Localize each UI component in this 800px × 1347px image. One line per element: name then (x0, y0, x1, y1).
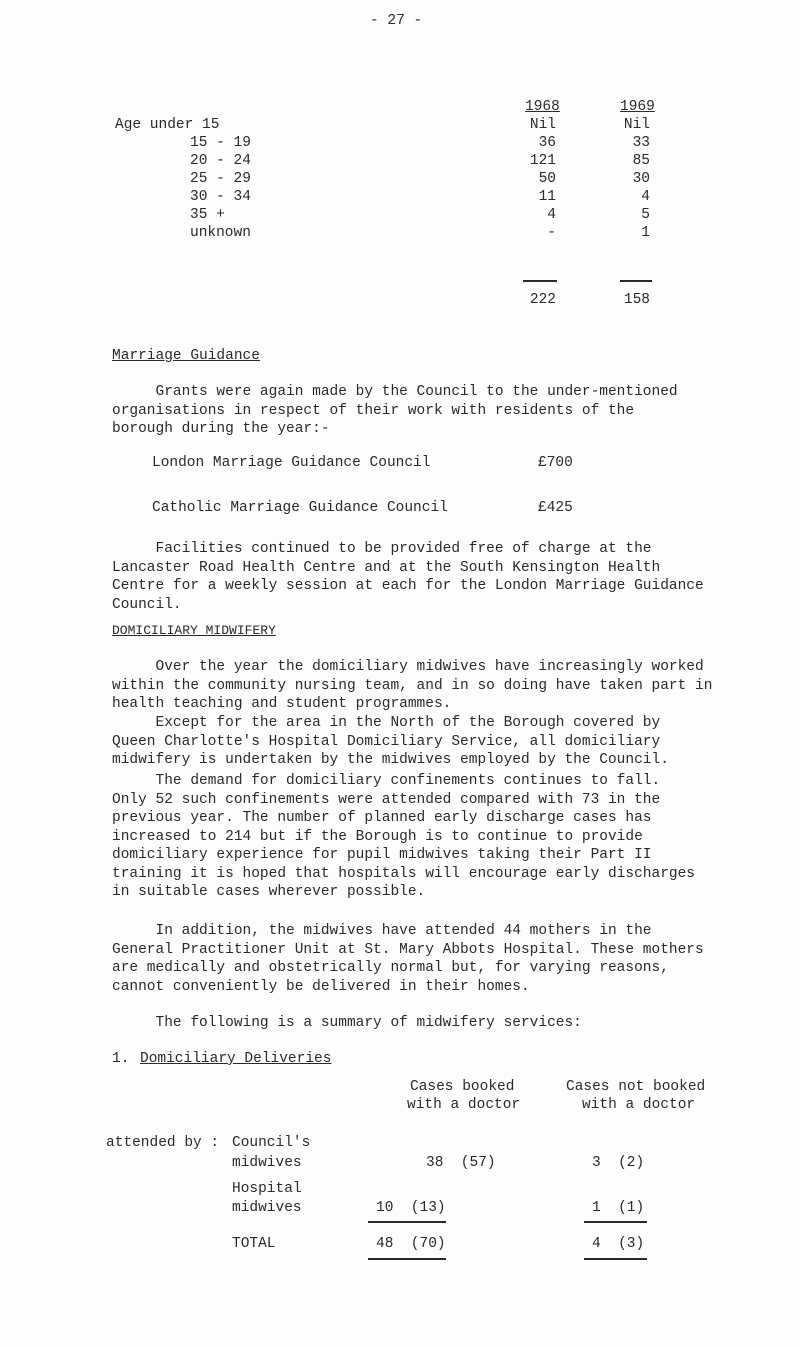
not-booked-total: 4 (3) (592, 1236, 645, 1252)
row-label: midwives (232, 1200, 302, 1216)
value-1969: 5 (641, 207, 650, 223)
grant-org: Catholic Marriage Guidance Council (152, 500, 448, 516)
grant-org: London Marriage Guidance Council (152, 455, 431, 471)
total-rule (523, 280, 557, 282)
total-rule (584, 1258, 647, 1260)
row-label: Hospital (232, 1181, 302, 1197)
midwifery-paragraph: The following is a summary of midwifery services: (112, 1015, 582, 1031)
total-1968: 222 (529, 292, 556, 308)
age-label: 25 - 29 (190, 171, 251, 187)
deliveries-heading: Domiciliary Deliveries (140, 1051, 332, 1067)
midwifery-heading: DOMICILIARY MIDWIFERY (112, 623, 276, 638)
age-label: 20 - 24 (190, 153, 251, 169)
value-1969: 1 (641, 225, 650, 241)
value-1969: 85 (632, 153, 650, 169)
col-not-booked-header: Cases not booked (566, 1079, 706, 1095)
value-1969: Nil (623, 117, 650, 133)
page-number: - 27 - (370, 13, 423, 29)
midwifery-paragraph: In addition, the midwives have attended 44 mothers in the General Practitioner Unit at St. Mary Abbots Hospital. These mothers are medically and obstetrically normal but, for varying reasons, cannot conveniently be delivered in their homes. (112, 923, 704, 995)
age-label: Age under 15 (115, 117, 220, 133)
subtotal-rule (368, 1221, 446, 1223)
not-booked-value: 1 (1) (592, 1200, 645, 1216)
booked-value: 10 (13) (376, 1200, 446, 1216)
row-label: midwives (232, 1155, 302, 1171)
value-1968: - (547, 225, 556, 241)
value-1969: 33 (632, 135, 650, 151)
midwifery-paragraph: Over the year the domiciliary midwives have increasingly worked within the community nursing team, and in so doing have taken part in health teaching and student programmes. (112, 659, 713, 712)
total-1969: 158 (623, 292, 650, 308)
value-1969: 4 (641, 189, 650, 205)
age-label: unknown (190, 225, 251, 241)
booked-total: 48 (70) (376, 1236, 446, 1252)
year-1969-header: 1969 (620, 99, 655, 115)
value-1968: Nil (529, 117, 556, 133)
marriage-paragraph: Facilities continued to be provided free of charge at the Lancaster Road Health Centre and at the South Kensington Health Centre for a weekly session at each for the London Marriage Guidance Council. (112, 541, 704, 613)
grant-amount: £425 (538, 500, 573, 516)
total-rule (368, 1258, 446, 1260)
age-label: 15 - 19 (190, 135, 251, 151)
total-label: TOTAL (232, 1236, 276, 1252)
value-1968: 121 (529, 153, 556, 169)
not-booked-value: 3 (2) (592, 1155, 645, 1171)
value-1969: 30 (632, 171, 650, 187)
value-1968: 4 (547, 207, 556, 223)
subtotal-rule (584, 1221, 647, 1223)
row-label: Council's (232, 1135, 311, 1151)
marriage-paragraph: Grants were again made by the Council to the under-mentioned organisations in respect of their work with residents of the borough during the year:- (112, 384, 678, 437)
section-number: 1. (112, 1051, 130, 1067)
value-1968: 50 (538, 171, 556, 187)
col-booked-header: with a doctor (407, 1097, 521, 1113)
value-1968: 11 (538, 189, 556, 205)
age-label: 30 - 34 (190, 189, 251, 205)
grant-amount: £700 (538, 455, 573, 471)
midwifery-paragraph: The demand for domiciliary confinements continues to fall. Only 52 such confinements were attended compared with 73 in the previous year. The number of planned early discharge cases has increased to 214 but if the Borough is to continue to provide domiciliary experience for pupil midwives taking their Part II training it is hoped that hospitals will encourage early discharges in suitable cases wherever possible. (112, 773, 695, 900)
age-label: 35 + (190, 207, 225, 223)
attended-by-label: attended by : (106, 1135, 220, 1151)
value-1968: 36 (538, 135, 556, 151)
midwifery-paragraph: Except for the area in the North of the Borough covered by Queen Charlotte's Hospital Domiciliary Service, all domiciliary midwifery is undertaken by the midwives employed by the Council. (112, 715, 669, 768)
total-rule (620, 280, 652, 282)
col-not-booked-header: with a doctor (582, 1097, 696, 1113)
year-1968-header: 1968 (525, 99, 560, 115)
col-booked-header: Cases booked (410, 1079, 515, 1095)
marriage-guidance-heading: Marriage Guidance (112, 348, 260, 364)
booked-value: 38 (57) (426, 1155, 496, 1171)
